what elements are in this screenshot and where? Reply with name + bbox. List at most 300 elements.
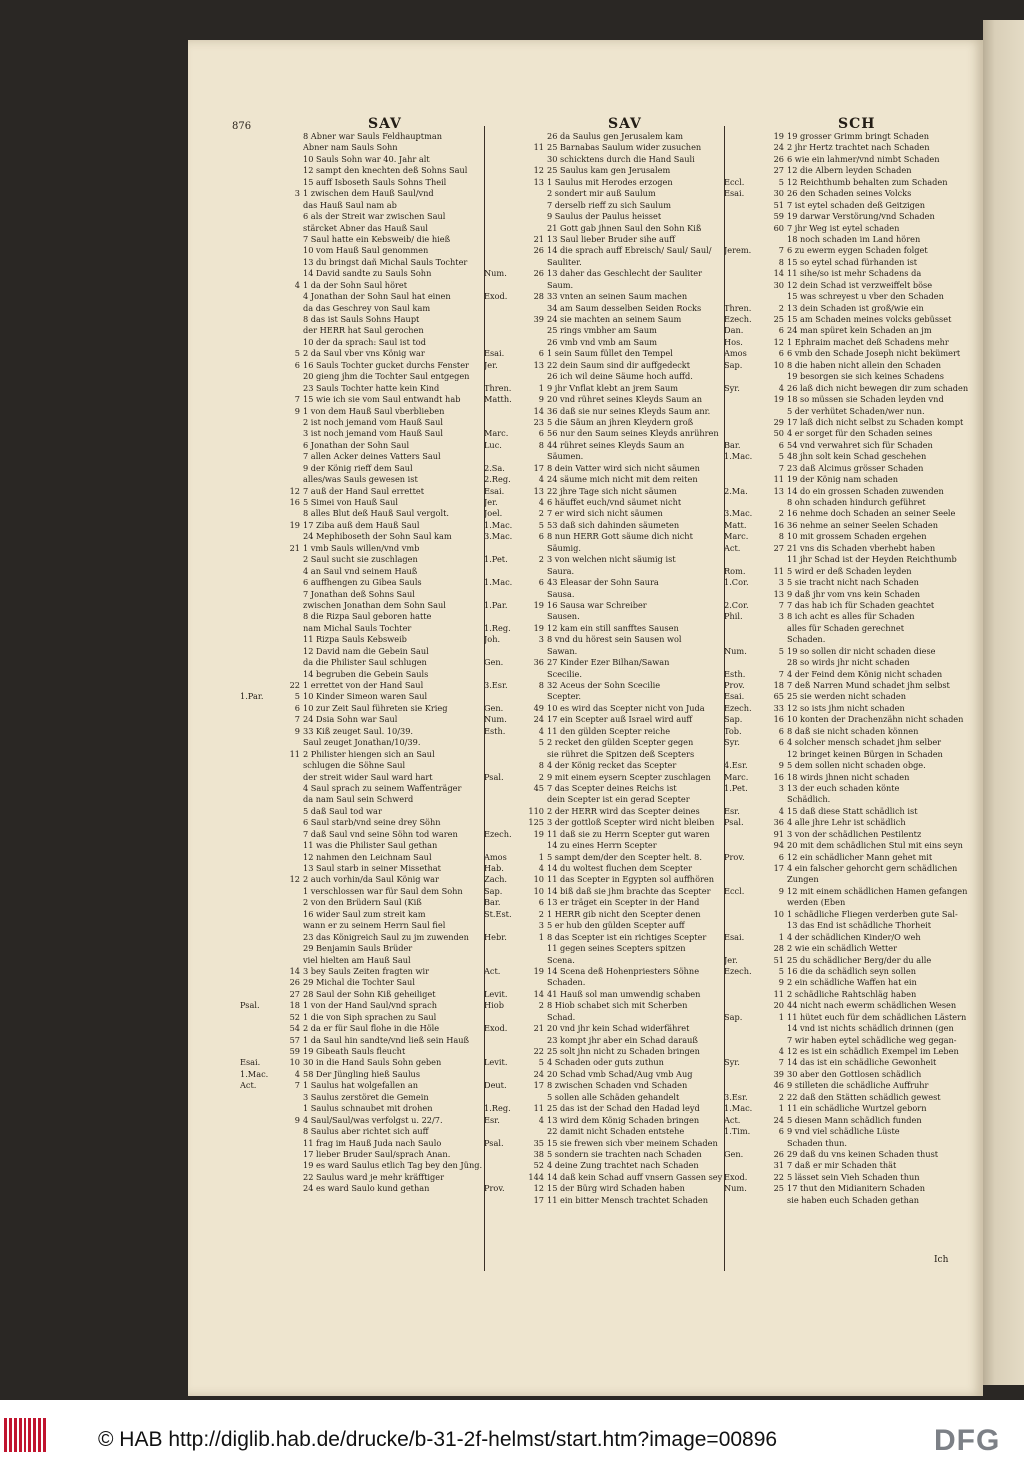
chapter-ref: 24: [773, 1114, 784, 1125]
index-column-1: [240, 131, 482, 1195]
book-ref: [240, 280, 280, 291]
book-ref: Matt.: [724, 519, 747, 530]
index-entry: [724, 417, 976, 428]
book-ref: Joh.: [484, 634, 501, 645]
index-entry: [240, 943, 482, 954]
index-entry: [484, 131, 724, 142]
entry-text: 8 das Scepter ist ein richtiges Scepter: [547, 931, 707, 942]
entry-text: 11 sihe/so ist mehr Schadens da: [787, 268, 922, 279]
entry-text: Säumen.: [547, 451, 584, 462]
entry-text: 12 bringet keinen Bürgen in Schaden: [787, 748, 943, 759]
index-entry: [484, 1115, 724, 1126]
index-entry: [240, 566, 482, 577]
chapter-ref: 25: [773, 1183, 784, 1194]
chapter-ref: [280, 737, 303, 748]
chapter-ref: [280, 1160, 303, 1171]
chapter-ref: 4: [538, 725, 544, 736]
book-ref: [240, 772, 280, 783]
index-entry: [484, 1092, 724, 1103]
index-entry: [484, 142, 724, 153]
entry-text: 16 Sauls Tochter gucket durchs Fenster: [303, 359, 469, 370]
index-entry: [724, 1023, 976, 1034]
entry-text: 4 Jonathan der Sohn Saul hat einen: [303, 291, 451, 302]
index-entry: [724, 760, 976, 771]
entry-text: 8 zwischen Schaden vnd Schaden: [547, 1080, 688, 1091]
entry-text: 4 der König recket das Scepter: [547, 760, 677, 771]
book-ref: [724, 1080, 764, 1091]
chapter-ref: 6: [538, 577, 544, 588]
chapter-ref: [280, 920, 303, 931]
book-ref: [484, 737, 524, 748]
entry-text: Schad.: [547, 1011, 576, 1022]
index-entry: [240, 314, 482, 325]
chapter-ref: 27: [289, 988, 300, 999]
chapter-ref: [524, 131, 547, 142]
chapter-ref: 36: [773, 817, 784, 828]
chapter-ref: [280, 440, 303, 451]
entry-text: 36 nehme an seiner Seelen Schaden: [787, 519, 939, 530]
chapter-ref: [280, 1172, 303, 1183]
book-ref: [724, 989, 764, 1000]
entry-text: 1 da der Sohn Saul höret: [303, 279, 408, 290]
index-entry: [724, 131, 976, 142]
book-ref: [724, 554, 764, 565]
book-ref: [724, 1069, 764, 1080]
entry-text: 13 er träget ein Scepter in der Hand: [547, 897, 700, 908]
chapter-ref: [280, 451, 303, 462]
book-ref: Psal.: [484, 1137, 504, 1148]
chapter-ref: 6: [778, 851, 784, 862]
book-ref: [724, 268, 764, 279]
chapter-ref: [524, 955, 547, 966]
index-entry: [724, 634, 976, 645]
index-entry: [240, 417, 482, 428]
entry-text: 26 laß dich nicht bewegen dir zum schaden: [787, 382, 969, 393]
book-ref: [484, 131, 524, 142]
index-entry: [724, 623, 976, 634]
index-entry: [724, 486, 976, 497]
book-ref: Ezech.: [724, 314, 752, 324]
entry-text: 26 da Saulus gen Jerusalem kam: [547, 131, 684, 141]
index-entry: [484, 634, 724, 645]
chapter-ref: 59: [773, 211, 784, 222]
chapter-ref: 21: [289, 542, 300, 553]
chapter-ref: 4: [294, 279, 300, 290]
chapter-ref: 9: [294, 725, 300, 736]
index-entry: [484, 783, 724, 794]
chapter-ref: 65: [773, 691, 784, 702]
book-ref: Jerem.: [724, 245, 752, 256]
chapter-ref: [764, 554, 787, 565]
index-entry: [484, 1160, 724, 1171]
index-entry: [484, 1069, 724, 1080]
entry-text: 3 ist noch jemand vom Hauß Saul: [303, 428, 444, 439]
source-url[interactable]: © HAB http://diglib.hab.de/drucke/b-31-2f-helmst/start.htm?image=00896: [98, 1428, 778, 1451]
book-ref: Esr.: [724, 805, 740, 816]
index-entry: [724, 257, 976, 268]
index-entry: [724, 200, 976, 211]
index-entry: [484, 463, 724, 474]
entry-text: 19 Gibeath Sauls fleucht: [303, 1046, 406, 1056]
index-entry: [240, 806, 482, 817]
index-entry: [240, 623, 482, 634]
index-entry: [240, 291, 482, 302]
entry-text: 2 recket den gülden Scepter gegen: [547, 737, 694, 748]
entry-text: 8 die Rizpa Saul geboren hatte: [303, 611, 432, 622]
index-entry: [240, 749, 482, 760]
book-ref: [724, 909, 764, 920]
book-ref: [240, 211, 280, 222]
chapter-ref: [280, 909, 303, 920]
book-ref: 1.Mac.: [240, 1068, 269, 1079]
chapter-ref: 51: [773, 199, 784, 210]
book-ref: Esai.: [240, 1057, 261, 1068]
index-entry: [724, 291, 976, 302]
book-ref: [724, 1000, 764, 1011]
chapter-ref: 10: [533, 885, 544, 896]
book-ref: Prov.: [484, 1183, 505, 1194]
index-entry: [484, 154, 724, 165]
chapter-ref: 24: [533, 1068, 544, 1079]
index-entry: [240, 1115, 482, 1126]
chapter-ref: [524, 589, 547, 600]
entry-text: 1 zwischen dem Hauß Saul/vnd: [303, 188, 434, 199]
chapter-ref: 6: [538, 897, 544, 908]
book-ref: [240, 646, 280, 657]
entry-text: 6 Jonathan der Sohn Saul: [303, 439, 410, 450]
index-entry: [484, 440, 724, 451]
entry-text: 20 mit dem schädlichen Stul mit eins seyn: [787, 840, 963, 851]
chapter-ref: [524, 669, 547, 680]
book-ref: [484, 806, 524, 817]
entry-text: 8 daß sie nicht schaden können: [787, 725, 919, 736]
entry-text: 3 von der schädlichen Pestilentz: [787, 828, 922, 839]
index-entry: [240, 772, 482, 783]
book-ref: [240, 589, 280, 600]
chapter-ref: 46: [773, 1080, 784, 1091]
entry-text: 6 Saul starb/vnd seine drey Söhn: [303, 817, 441, 828]
entry-text: 2 auch vorhin/da Saul König war: [303, 874, 439, 885]
chapter-ref: 60: [773, 222, 784, 233]
chapter-ref: 10: [773, 908, 784, 919]
entry-text: 17 laß dich nicht selbst zu Schaden kompt: [787, 416, 964, 427]
chapter-ref: [524, 257, 547, 268]
entry-text: 8 dein Vatter wird sich nicht säumen: [547, 462, 700, 473]
index-entry: [724, 1115, 976, 1126]
entry-text: 10 zur Zeit Saul führeten sie Krieg: [303, 702, 448, 713]
entry-text: 12 dein Schad ist verzweiffelt böse: [787, 279, 933, 290]
chapter-ref: [280, 245, 303, 256]
book-ref: Gen.: [724, 1148, 744, 1159]
index-entry: [484, 726, 724, 737]
index-entry: [724, 223, 976, 234]
entry-text: 3 von welchen nicht säumig ist: [547, 554, 676, 565]
entry-text: 19 besorgen sie sich keines Schadens: [787, 371, 944, 382]
book-ref: [724, 371, 764, 382]
chapter-ref: 39: [773, 1068, 784, 1079]
entry-text: 15 sie frewen sich vber meinem Schaden: [547, 1137, 718, 1148]
book-ref: [240, 406, 280, 417]
chapter-ref: 14: [289, 965, 300, 976]
book-ref: [484, 955, 524, 966]
entry-text: 8 Saulus aber richtet sich auff: [303, 1126, 429, 1137]
entry-text: Sauliter.: [547, 256, 582, 267]
entry-text: 18 so müssen sie Schaden leyden vnd: [787, 394, 944, 405]
entry-text: 12 nahmen den Leichnam Saul: [303, 851, 432, 862]
chapter-ref: [280, 417, 303, 428]
chapter-ref: 39: [533, 314, 544, 324]
index-entry: [484, 1046, 724, 1057]
chapter-ref: [764, 371, 787, 382]
book-ref: Bar.: [484, 897, 501, 908]
index-entry: [724, 314, 976, 325]
chapter-ref: 45: [533, 782, 544, 793]
index-entry: [724, 840, 976, 851]
book-ref: [484, 669, 524, 680]
chapter-ref: [524, 543, 547, 554]
entry-text: 28 so wirds jhr nicht schaden: [787, 657, 910, 668]
chapter-ref: 4: [538, 863, 544, 873]
entry-text: 1 vmb Sauls willen/vnd vmb: [303, 542, 420, 553]
book-ref: 2.Sa.: [484, 462, 505, 473]
index-entry: [240, 1035, 482, 1046]
entry-text: alles für Schaden gerechnet: [787, 622, 905, 633]
index-entry: [724, 1000, 976, 1011]
chapter-ref: 8: [538, 760, 544, 771]
index-entry: [724, 714, 976, 725]
entry-text: 24 Mephiboseth der Sohn Saul kam: [303, 531, 452, 542]
index-entry: [240, 337, 482, 348]
chapter-ref: [524, 223, 547, 234]
chapter-ref: [280, 600, 303, 611]
chapter-ref: 11: [773, 565, 784, 576]
book-ref: [724, 291, 764, 302]
entry-text: 1 Saulus mit Herodes erzogen: [547, 176, 673, 187]
index-entry: [240, 1092, 482, 1103]
chapter-ref: [764, 897, 787, 908]
entry-text: 11 ein bitter Mensch trachtet Schaden: [547, 1194, 709, 1205]
chapter-ref: [280, 794, 303, 805]
chapter-ref: [524, 646, 547, 657]
entry-text: 5 wird er deß Schaden leyden: [787, 565, 912, 576]
index-entry: [240, 1160, 482, 1171]
entry-text: 33 Kiß zeuget Saul. 10/39.: [303, 725, 414, 736]
chapter-ref: 7: [294, 1080, 300, 1091]
chapter-ref: [524, 1012, 547, 1023]
entry-text: 20 gieng jhm die Tochter Saul entgegen: [303, 371, 470, 382]
book-ref: 1.Pet.: [484, 554, 508, 565]
book-ref: 3.Esr.: [724, 1091, 748, 1102]
book-ref: [240, 303, 280, 314]
chapter-ref: 19: [533, 622, 544, 633]
book-ref: [240, 1046, 280, 1057]
entry-text: 54 vnd verwahret sich für Schaden: [787, 439, 933, 450]
chapter-ref: 13: [773, 588, 784, 599]
chapter-ref: [524, 200, 547, 211]
chapter-ref: 29: [773, 416, 784, 427]
index-entry: [240, 600, 482, 611]
chapter-ref: 2: [538, 771, 544, 782]
index-entry: [724, 1069, 976, 1080]
entry-text: 9 mit einem eysern Scepter zuschlagen: [547, 771, 711, 782]
entry-text: 25 rings vmbher am Saum: [547, 325, 657, 336]
book-ref: Exod.: [724, 1171, 748, 1182]
book-ref: Hos.: [724, 336, 743, 347]
book-ref: [240, 909, 280, 920]
index-entry: [724, 646, 976, 657]
book-ref: [240, 726, 280, 737]
entry-text: 17 Ziba auß dem Hauß Saul: [303, 519, 420, 530]
entry-text: 13 wird dem König Schaden bringen: [547, 1114, 700, 1125]
book-ref: [484, 783, 524, 794]
index-entry: [240, 1012, 482, 1023]
chapter-ref: [280, 314, 303, 325]
chapter-ref: 6: [778, 439, 784, 450]
index-entry: [484, 428, 724, 439]
chapter-ref: 7: [778, 462, 784, 473]
index-entry: [484, 977, 724, 988]
chapter-ref: [524, 325, 547, 336]
book-ref: [724, 657, 764, 668]
book-ref: [240, 200, 280, 211]
entry-text: 22 damit nicht Schaden entstehe: [547, 1126, 685, 1137]
index-entry: [724, 371, 976, 382]
index-entry: [484, 1000, 724, 1011]
index-entry: [240, 966, 482, 977]
book-ref: [240, 474, 280, 485]
book-ref: Hebr.: [484, 931, 507, 942]
entry-text: 15 so eytel schad fürhanden ist: [787, 256, 918, 267]
index-entry: [240, 863, 482, 874]
index-entry: [724, 863, 976, 874]
index-entry: [484, 909, 724, 920]
entry-text: 5 dem sollen nicht schaden obge.: [787, 760, 926, 771]
book-ref: [240, 1183, 280, 1194]
chapter-ref: 12: [533, 1183, 544, 1194]
chapter-ref: [280, 257, 303, 268]
book-ref: Esai.: [484, 485, 505, 496]
book-ref: [484, 371, 524, 382]
index-entry: [240, 257, 482, 268]
entry-text: 5 er hub den gülden Scepter auff: [547, 920, 685, 931]
book-ref: [724, 428, 764, 439]
index-entry: [240, 657, 482, 668]
index-entry: [724, 154, 976, 165]
entry-text: da die Philister Saul schlugen: [303, 657, 427, 668]
book-ref: [240, 1115, 280, 1126]
chapter-ref: [524, 611, 547, 622]
book-ref: [724, 1046, 764, 1057]
index-entry: [240, 989, 482, 1000]
index-entry: [484, 680, 724, 691]
book-ref: Rom.: [724, 565, 746, 576]
book-ref: 1.Reg.: [484, 1103, 511, 1114]
entry-text: 4 solcher mensch schadet jhm selber: [787, 737, 942, 748]
index-entry: [240, 451, 482, 462]
index-entry: [240, 760, 482, 771]
book-ref: Syr.: [724, 1057, 740, 1068]
index-entry: [484, 348, 724, 359]
entry-text: 5 diesen Mann schädlich funden: [787, 1114, 922, 1125]
book-ref: [240, 680, 280, 691]
entry-text: 24 säume mich nicht mit dem reiten: [547, 474, 698, 485]
chapter-ref: [280, 1103, 303, 1114]
book-ref: [240, 886, 280, 897]
chapter-ref: 125: [528, 817, 544, 828]
index-entry: [484, 417, 724, 428]
book-ref: [240, 165, 280, 176]
chapter-ref: 17: [533, 1194, 544, 1205]
chapter-ref: [524, 211, 547, 222]
book-ref: 1.Mac.: [724, 451, 753, 462]
book-ref: 2.Cor.: [724, 599, 749, 610]
chapter-ref: 4: [294, 1068, 300, 1079]
book-ref: [484, 543, 524, 554]
facing-page-edge: [983, 20, 1024, 1385]
book-ref: [724, 829, 764, 840]
index-entry: [724, 508, 976, 519]
index-entry: [484, 589, 724, 600]
book-ref: [484, 566, 524, 577]
chapter-ref: 8: [778, 531, 784, 542]
entry-text: 8 Abner war Sauls Feldhauptman: [303, 131, 443, 141]
book-ref: [240, 383, 280, 394]
chapter-ref: 13: [773, 485, 784, 496]
index-entry: [484, 646, 724, 657]
chapter-ref: 2: [778, 1091, 784, 1102]
entry-text: zwischen Jonathan dem Sohn Saul: [303, 599, 446, 610]
entry-text: 36 daß sie nur seines Kleyds Saum anr.: [547, 405, 711, 416]
index-entry: [484, 211, 724, 222]
index-entry: [724, 1012, 976, 1023]
chapter-ref: 21: [533, 1023, 544, 1034]
index-entry: [484, 989, 724, 1000]
entry-text: Zungen: [787, 874, 819, 885]
book-ref: Act.: [724, 542, 741, 553]
book-ref: [484, 691, 524, 702]
book-ref: [484, 920, 524, 931]
entry-text: 7 auß der Hand Saul errettet: [303, 485, 424, 496]
book-ref: Esai.: [484, 348, 505, 359]
index-entry: [724, 280, 976, 291]
book-ref: [240, 417, 280, 428]
index-entry: [240, 131, 482, 142]
chapter-ref: 3: [778, 577, 784, 588]
entry-text: 7 er wird sich nicht säumen: [547, 508, 663, 519]
chapter-ref: 14: [533, 988, 544, 999]
index-entry: [724, 451, 976, 462]
chapter-ref: 2: [538, 908, 544, 919]
book-ref: 3.Mac.: [724, 508, 753, 519]
entry-text: 24 es ward Saulo kund gethan: [303, 1183, 430, 1194]
book-ref: [240, 486, 280, 497]
chapter-ref: 5: [778, 965, 784, 976]
entry-text: schlugen die Söhne Saul: [303, 760, 406, 771]
chapter-ref: 6: [294, 702, 300, 713]
index-entry: [240, 714, 482, 725]
chapter-ref: [280, 760, 303, 771]
entry-text: das Hauß Saul nam ab: [303, 199, 397, 210]
entry-text: 2 ein schädliche Waffen hat ein: [787, 977, 917, 988]
index-entry: [484, 852, 724, 863]
chapter-ref: 6: [778, 1126, 784, 1137]
book-ref: [484, 977, 524, 988]
chapter-ref: 12: [533, 165, 544, 176]
index-entry: [484, 383, 724, 394]
index-entry: [724, 977, 976, 988]
book-ref: [484, 760, 524, 771]
chapter-ref: 27: [773, 542, 784, 553]
